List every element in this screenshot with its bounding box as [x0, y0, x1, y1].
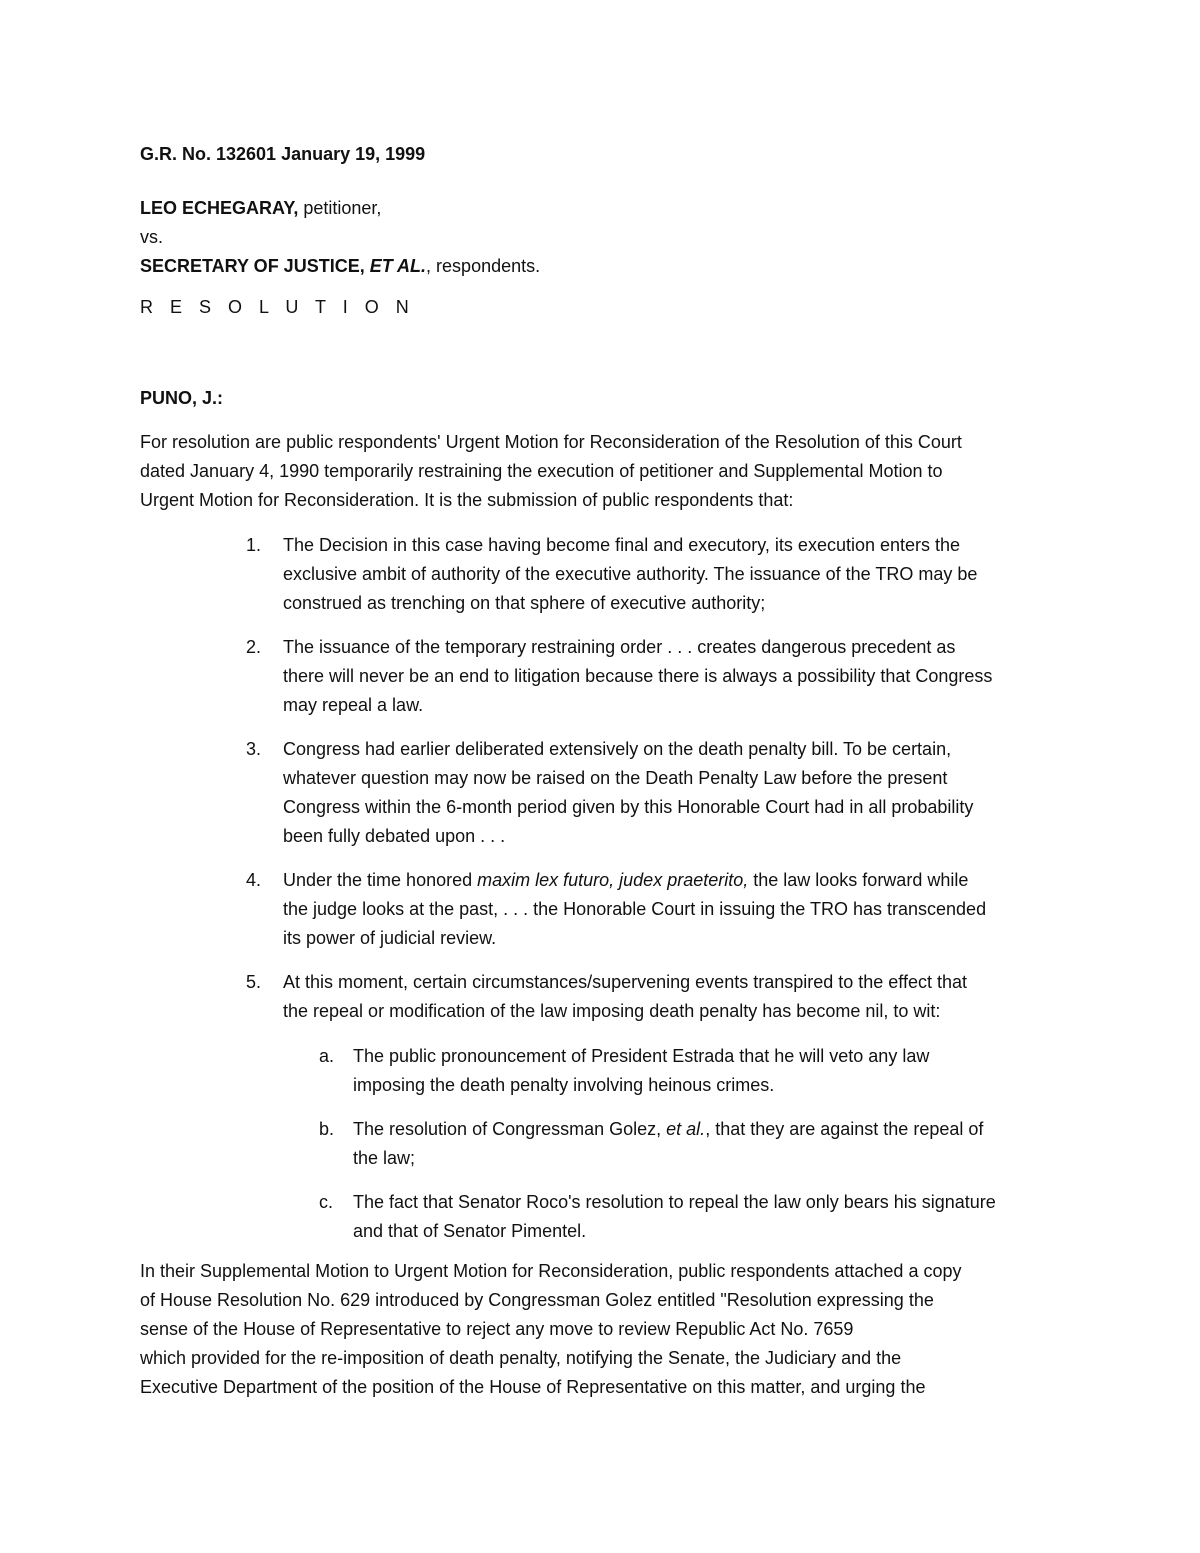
latin-maxim: maxim lex futuro, judex praeterito, [477, 870, 749, 890]
sub-list-marker: c. [319, 1192, 334, 1212]
sub-list-item [283, 1188, 1060, 1246]
sub-list-marker: b. [319, 1119, 335, 1139]
list-item [140, 531, 1060, 618]
petitioner-line [140, 194, 1060, 223]
sub-list-item-line: The fact that Senator Roco's resolution to repeal the law only bears his signature [353, 1192, 996, 1212]
closing-paragraph [140, 1257, 1060, 1402]
list-marker: 2. [246, 637, 262, 657]
respondent-line [140, 252, 1060, 281]
text-run: the law looks forward while [748, 870, 969, 890]
list-item-line: exclusive ambit of authority of the executive authority. The issuance of the TRO may be [283, 564, 978, 584]
resolution-title: R E S O L U T I O N [140, 297, 415, 317]
list-item [140, 633, 1060, 720]
document-body [140, 140, 1060, 1402]
et-al: et al. [666, 1119, 706, 1139]
petitioner-name: LEO ECHEGARAY, [140, 198, 299, 218]
text-run: The resolution of Congressman Golez, [353, 1119, 667, 1139]
text-run: , that they are against the repeal of [705, 1119, 984, 1139]
list-item [140, 866, 1060, 953]
list-item-line [283, 866, 1060, 895]
list-item [140, 968, 1060, 1246]
closing-line: Executive Department of the position of the House of Representative on this matter, and urging the [140, 1377, 926, 1397]
sub-list-item-line [353, 1115, 1060, 1144]
list-item-line: whatever question may now be raised on the Death Penalty Law before the present [283, 768, 948, 788]
sub-list-item-line: The public pronouncement of President Estrada that he will veto any law [353, 1046, 930, 1066]
versus-line: vs. [140, 227, 164, 247]
list-item-line: construed as trenching on that sphere of executive authority; [283, 593, 766, 613]
list-item-line: there will never be an end to litigation because there is always a possibility that Congress [283, 666, 993, 686]
list-item-line: may repeal a law. [283, 695, 424, 715]
list-item-line: its power of judicial review. [283, 928, 497, 948]
list-item-line: The Decision in this case having become final and executory, its execution enters the [283, 535, 961, 555]
closing-line: In their Supplemental Motion to Urgent Motion for Reconsideration, public respondents attached a copy [140, 1261, 962, 1281]
sub-list [283, 1042, 1060, 1246]
list-marker: 5. [246, 972, 262, 992]
closing-line: sense of the House of Representative to reject any move to review Republic Act No. 7659 [140, 1319, 854, 1339]
sub-list-item [283, 1042, 1060, 1100]
list-item-line: the repeal or modification of the law imposing death penalty has become nil, to wit: [283, 1001, 941, 1021]
respondent-role: , respondents. [426, 256, 541, 276]
list-item-line: At this moment, certain circumstances/supervening events transpired to the effect that [283, 972, 968, 992]
case-number: G.R. No. 132601 January 19, 1999 [140, 144, 426, 164]
intro-line: For resolution are public respondents' Urgent Motion for Reconsideration of the Resolution of this Court [140, 432, 962, 452]
sub-list-item-line: imposing the death penalty involving heinous crimes. [353, 1075, 775, 1095]
closing-line: of House Resolution No. 629 introduced by Congressman Golez entitled "Resolution expressing the [140, 1290, 934, 1310]
list-item-line: Congress within the 6-month period given by this Honorable Court had in all probability [283, 797, 974, 817]
sub-list-item [283, 1115, 1060, 1173]
list-item-line: the judge looks at the past, . . . the Honorable Court in issuing the TRO has transcended [283, 899, 987, 919]
list-marker: 3. [246, 739, 262, 759]
list-item-line: Congress had earlier deliberated extensively on the death penalty bill. To be certain, [283, 739, 952, 759]
list-marker: 1. [246, 535, 262, 555]
intro-line: Urgent Motion for Reconsideration. It is the submission of public respondents that: [140, 490, 794, 510]
respondent-name: SECRETARY OF JUSTICE, [140, 256, 370, 276]
intro-line: dated January 4, 1990 temporarily restraining the execution of petitioner and Supplemental Motion to [140, 461, 943, 481]
list-item-line: been fully debated upon . . . [283, 826, 506, 846]
intro-paragraph [140, 428, 1060, 515]
respondent-etal: ET AL. [369, 256, 427, 276]
list-item-line: The issuance of the temporary restraining order . . . creates dangerous precedent as [283, 637, 956, 657]
sub-list-item-line: the law; [353, 1148, 416, 1168]
text-run: Under the time honored [283, 870, 478, 890]
ponente: PUNO, J.: [140, 388, 224, 408]
sub-list-marker: a. [319, 1046, 335, 1066]
sub-list-item-line: and that of Senator Pimentel. [353, 1221, 587, 1241]
petitioner-role: petitioner, [298, 198, 382, 218]
list-item [140, 735, 1060, 851]
closing-line: which provided for the re-imposition of death penalty, notifying the Senate, the Judiciary and the [140, 1348, 902, 1368]
list-marker: 4. [246, 870, 262, 890]
submission-list [140, 531, 1060, 1246]
